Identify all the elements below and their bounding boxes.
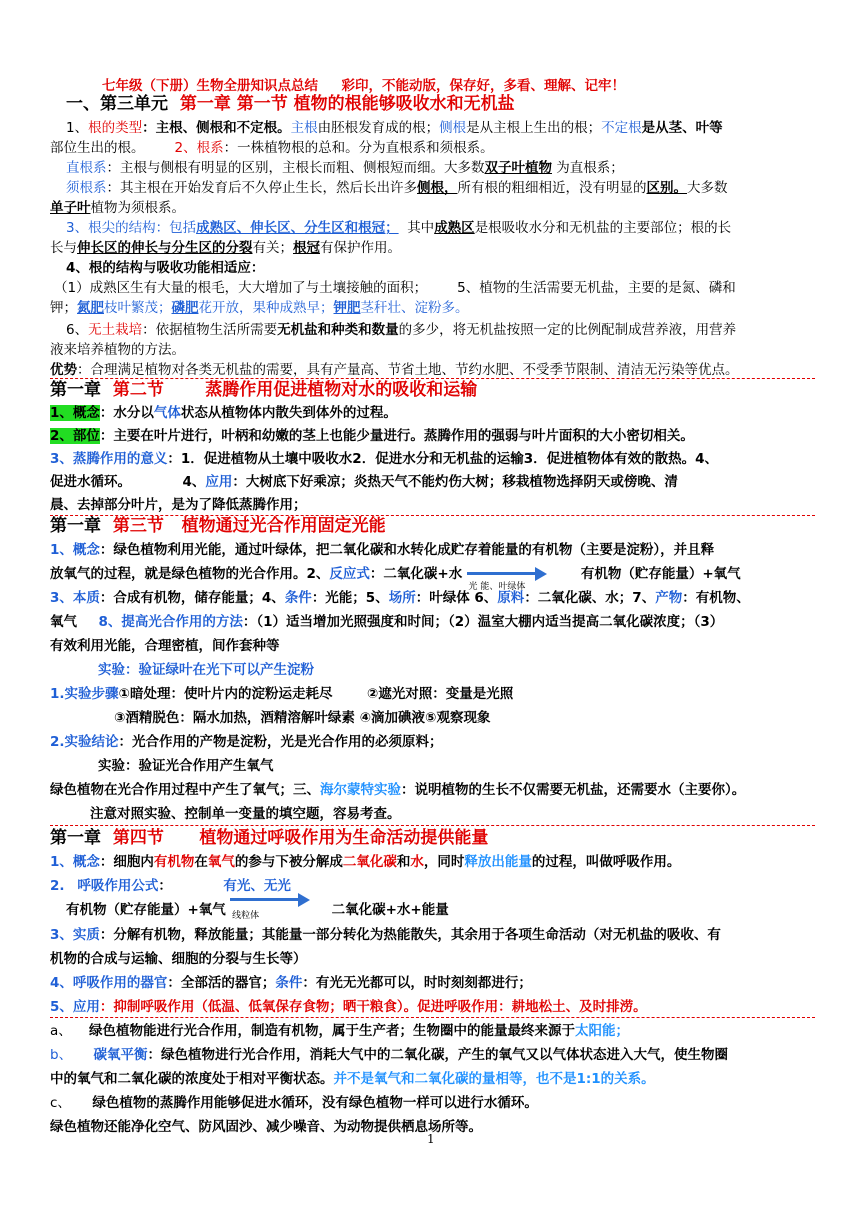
- paragraph: 机物的合成与运输、细胞的分裂与生长等）: [50, 951, 307, 967]
- paragraph: 2.实验结论：光合作用的产物是淀粉，光是光合作用的必须原料；: [50, 734, 443, 750]
- paragraph: 直根系：主根与侧根有明显的区别，主根长而粗、侧根短而细。大多数双子叶植物 为直根系；: [66, 160, 624, 176]
- paragraph: 6、无土栽培：依据植物生活所需要无机盐和种类和数量的多少，将无机盐按照一定的比例配制成营养液，用营养: [66, 322, 737, 338]
- paragraph: 绿色植物还能净化空气、防风固沙、减少噪音、为动物提供栖息场所等。: [50, 1119, 482, 1135]
- experiment-title: 实验：验证光合作用产生氧气: [98, 758, 274, 774]
- reaction-arrow: 线粒体: [230, 893, 310, 907]
- paragraph: c、 绿色植物的蒸腾作用能够促进水循环，没有绿色植物一样可以进行水循环。: [50, 1095, 538, 1111]
- paragraph: 1.实验步骤①暗处理：使叶片内的淀粉运走耗尽 ②遮光对照：变量是光照: [50, 686, 514, 702]
- section-heading-2: 第一章 第二节 蒸腾作用促进植物对水的吸收和运输: [50, 380, 478, 400]
- paragraph: （1）成熟区生有大量的根毛，大大增加了与土壤接触的面积； 5、植物的生活需要无机盐，主要的是氮、磷和: [54, 280, 736, 296]
- section-divider: [50, 825, 815, 826]
- paragraph: 1、概念：绿色植物利用光能，通过叶绿体，把二氧化碳和水转化成贮存着能量的有机物（主要是淀粉），并且释: [50, 542, 715, 558]
- paragraph: a、 绿色植物能进行光合作用，制造有机物，属于生产者；生物圈中的能量最终来源于太阳能；: [50, 1023, 629, 1039]
- paragraph: 促进水循环。 4、应用：大树底下好乘凉；炎热天气不能灼伤大树；移栽植物选择阴天或傍晚、清: [50, 474, 678, 490]
- paragraph: 优势：合理满足植物对各类无机盐的需要，具有产量高、节省土地、节约水肥、不受季节限制、清洁无污染等优点。: [50, 362, 739, 378]
- paragraph: 有机物（贮存能量）+氧气 线粒体 二氧化碳+水+能量: [66, 900, 449, 920]
- paragraph: 有效利用光能，合理密植，间作套种等: [50, 638, 280, 654]
- paragraph: 4、根的结构与吸收功能相适应：: [66, 260, 265, 276]
- reaction-arrow: 光 能、叶绿体: [467, 567, 547, 581]
- paragraph: 钾；氮肥枝叶繁茂；磷肥花开放，果种成熟早；钾肥茎秆壮、淀粉多。: [50, 300, 469, 316]
- paragraph: 5、应用：抑制呼吸作用（低温、低氧保存食物；晒干粮食）。促进呼吸作用：耕地松土、及时排涝。: [50, 999, 647, 1015]
- paragraph: 绿色植物在光合作用过程中产生了氧气；三、海尔蒙特实验：说明植物的生长不仅需要无机盐，还需要水（主要你）。: [50, 782, 746, 798]
- paragraph: ③酒精脱色：隔水加热，酒精溶解叶绿素 ④滴加碘液⑤观察现象: [114, 710, 491, 726]
- paragraph: 液来培养植物的方法。: [50, 342, 185, 358]
- paragraph: 3、蒸腾作用的意义：1．促进植物从土壤中吸收水2．促进水分和无机盐的运输3．促进植物体有效的散热。4、: [50, 451, 718, 467]
- paragraph: 氧气 8、提高光合作用的方法：（1）适当增加光照强度和时间；（2）温室大棚内适当提高二氧化碳浓度；（3）: [50, 614, 724, 630]
- document-title: 七年级（下册）生物全册知识点总结 彩印，不能动版，保存好，多看、理解、记牢！: [102, 78, 625, 94]
- section-divider: [50, 378, 815, 379]
- section-heading-1: 一、第三单元 第一章 第一节 植物的根能够吸收水和无机盐: [66, 94, 515, 114]
- paragraph: 1、概念：细胞内有机物在氧气的参与下被分解成二氧化碳和水，同时释放出能量的过程，叫做呼吸作用。: [50, 854, 681, 870]
- paragraph: 部位生出的根。 2、根系：一株植物根的总和。分为直根系和须根系。: [50, 140, 494, 156]
- paragraph: 须根系：其主根在开始发育后不久停止生长，然后长出许多侧根，所有根的粗细相近，没有明显的区别。大多数: [66, 180, 728, 196]
- paragraph: 放氧气的过程，就是绿色植物的光合作用。2、反应式：二氧化碳+水 光 能、叶绿体 有机物（贮存能量）+氧气: [50, 566, 741, 592]
- paragraph: 注意对照实验、控制单一变量的填空题，容易考查。: [90, 806, 401, 822]
- paragraph: 3、实质：分解有机物，释放能量；其能量一部分转化为热能散失，其余用于各项生命活动（对无机盐的吸收、有: [50, 927, 721, 943]
- section-heading-3: 第一章 第三节 植物通过光合作用固定光能: [50, 516, 386, 536]
- paragraph: 4、呼吸作用的器官：全部活的器官；条件：有光无光都可以，时时刻刻都进行；: [50, 975, 532, 991]
- paragraph: 1、根的类型：主根、侧根和不定根。主根由胚根发育成的根；侧根是从主根上生出的根；不定根是从茎、叶等: [66, 120, 723, 136]
- paragraph: 晨、去掉部分叶片，是为了降低蒸腾作用；: [50, 497, 307, 513]
- experiment-title: 实验：验证绿叶在光下可以产生淀粉: [98, 662, 314, 678]
- paragraph: 2. 呼吸作用公式： 有光、无光: [50, 878, 291, 894]
- section-divider: [50, 1017, 815, 1018]
- paragraph: 单子叶植物为须根系。: [50, 200, 185, 216]
- paragraph: 长与伸长区的伸长与分生区的分裂有关；根冠有保护作用。: [50, 240, 401, 256]
- paragraph: 1、概念：水分以气体状态从植物体内散失到体外的过程。: [50, 405, 397, 421]
- paragraph: b、 碳氧平衡：绿色植物进行光合作用，消耗大气中的二氧化碳，产生的氧气又以气体状态进入大气，使生物圈: [50, 1047, 729, 1063]
- paragraph: 中的氧气和二氧化碳的浓度处于相对平衡状态。并不是氧气和二氧化碳的量相等，也不是1:1的关系。: [50, 1071, 655, 1087]
- paragraph: 3、根尖的结构：包括成熟区、伸长区、分生区和根冠； 其中成熟区是根吸收水分和无机盐的主要部位；根的长: [66, 220, 732, 236]
- paragraph: 3、本质：合成有机物，储存能量；4、条件：光能；5、场所：叶绿体 6、原料：二氧化碳、水；7、产物：有机物、: [50, 590, 750, 606]
- section-heading-4: 第一章 第四节 植物通过呼吸作用为生命活动提供能量: [50, 828, 489, 848]
- page-number: 1: [427, 1132, 435, 1146]
- paragraph: 2、部位：主要在叶片进行，叶柄和幼嫩的茎上也能少量进行。蒸腾作用的强弱与叶片面积的大小密切相关。: [50, 428, 694, 444]
